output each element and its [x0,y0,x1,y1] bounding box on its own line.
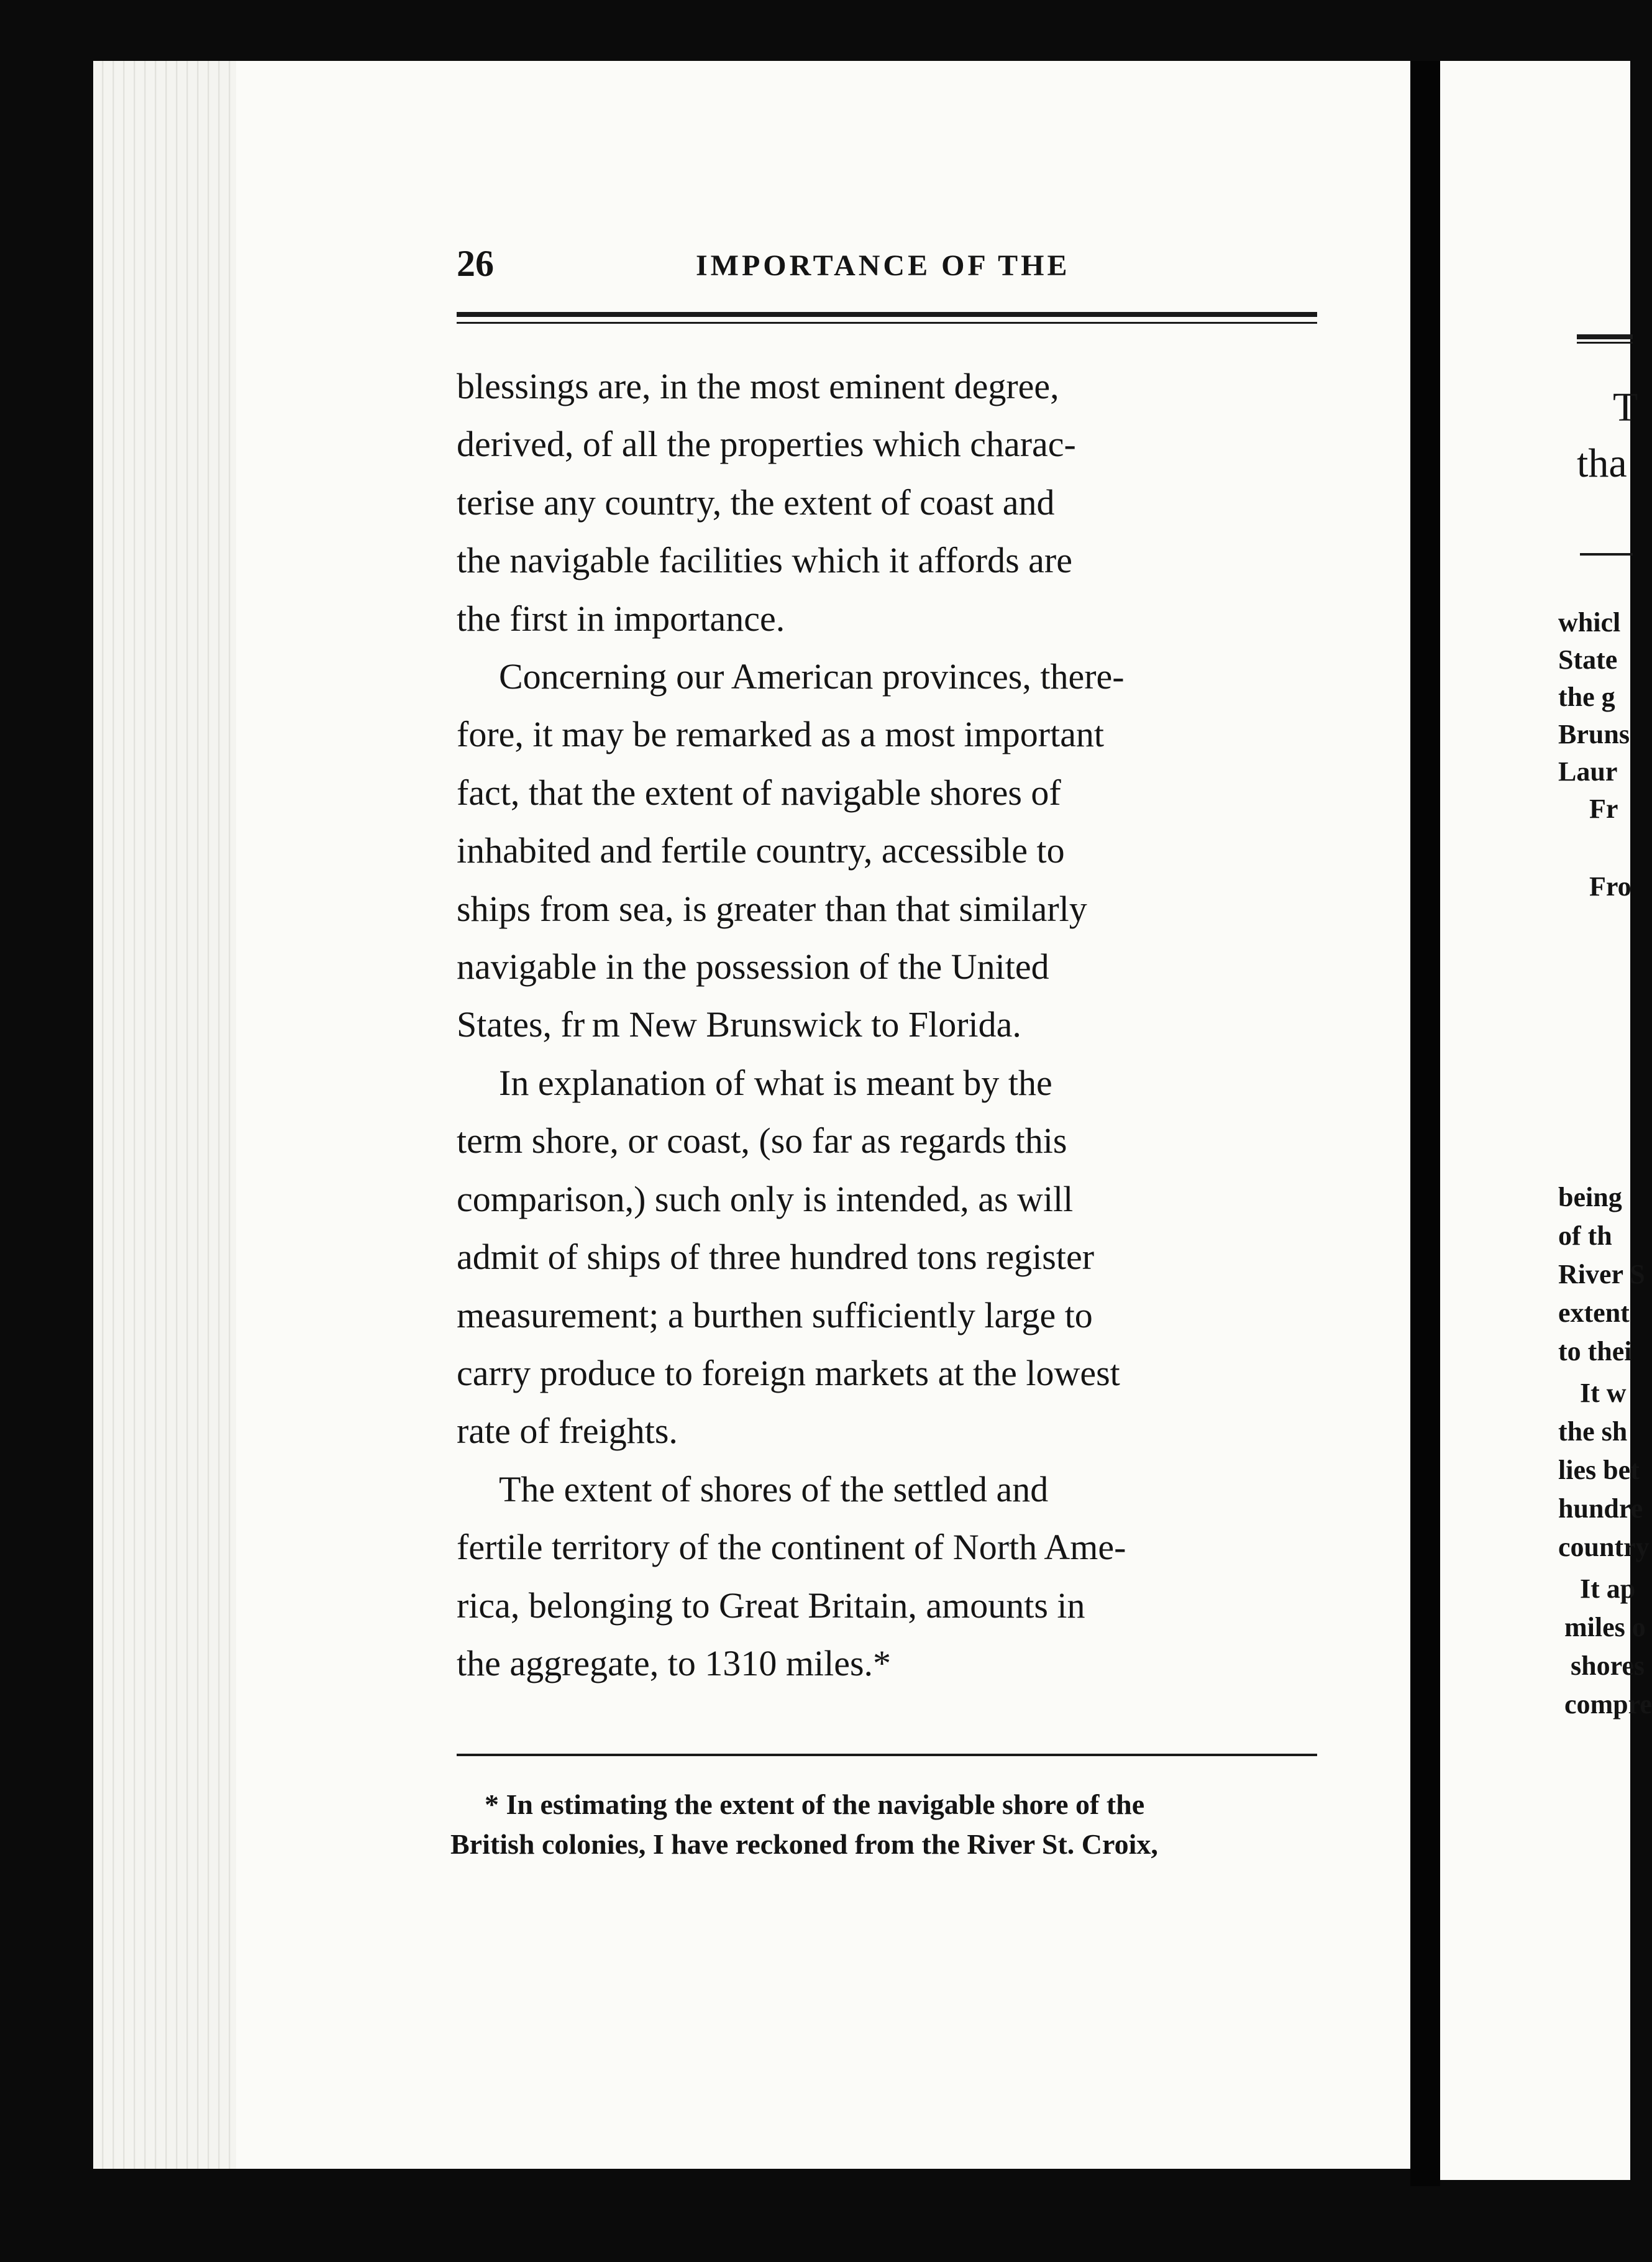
right-fragment: of th [1558,1220,1612,1251]
text-line: In explanation of what is meant by the [499,1062,1052,1103]
text-line: terise any country, the extent of coast and [457,482,1055,523]
right-fragment: extent [1558,1298,1630,1328]
right-fragment: whicl [1558,607,1621,638]
right-fragment: to thei [1558,1336,1632,1367]
text-line: the navigable facilities which it affords are [457,540,1072,581]
text-line: inhabited and fertile country, accessible to [457,830,1065,871]
text-line: carry produce to foreign markets at the lowest [457,1352,1120,1393]
right-title-rule [1580,553,1633,556]
text-line: Concerning our American provinces, there- [499,656,1125,697]
text-line: blessings are, in the most eminent degree, [457,366,1059,406]
right-fragment: shores [1571,1651,1645,1681]
right-header-rule-thin [1577,342,1633,344]
text-line: rate of freights. [457,1411,678,1452]
book-gutter [1410,61,1440,2186]
text-line: derived, of all the properties which charac- [457,424,1076,465]
footnote-line: * In estimating the extent of the navigable shore of the [485,1788,1145,1820]
text-line: fore, it may be remarked as a most important [457,714,1105,755]
right-page [1440,61,1652,2180]
right-fragment: hundre [1558,1493,1643,1524]
body-text [457,357,1317,1692]
running-head: IMPORTANCE OF THE [696,249,1070,282]
right-fragment: Fr [1589,794,1618,824]
right-fragment: River S [1558,1259,1645,1289]
page-edges [93,61,236,2169]
text-line: fact, that the extent of navigable shores of [457,772,1061,813]
text-line: The extent of shores of the settled and [499,1468,1049,1509]
text-line: the aggregate, to 1310 miles.* [457,1642,892,1683]
text-line: measurement; a burthen sufficiently large to [457,1294,1093,1335]
right-fragment-title: T [1613,385,1638,430]
header-rule [457,312,1317,317]
text-line: navigable in the possession of the United [457,946,1049,987]
right-fragment: Fro [1589,871,1631,902]
right-fragment: compre [1564,1689,1652,1719]
text-line: fertile territory of the continent of North Ame- [457,1527,1126,1568]
text-line: ships from sea, is greater than that similarly [457,888,1087,929]
right-header-rule [1577,334,1633,339]
text-line: the first in importance. [457,598,785,639]
text-line: comparison,) such only is intended, as will [457,1178,1074,1219]
right-fragment: the g [1558,682,1615,712]
right-fragment: being [1558,1182,1622,1212]
page-number: 26 [457,243,494,284]
footnote [450,1785,1317,1864]
page-header [457,242,1317,304]
right-fragment: It ap [1580,1573,1636,1604]
right-fragment: the sh [1558,1416,1628,1447]
right-fragment: State [1558,644,1618,675]
right-fragment: miles o [1564,1612,1646,1642]
right-fragment: It w [1580,1378,1627,1408]
footnote-line: British colonies, I have reckoned from the River St. Croix, [450,1828,1158,1860]
right-fragment: lies bet [1558,1455,1640,1485]
right-fragment: Laur [1558,756,1618,787]
text-line: States, fr m New Brunswick to Florida. [457,1004,1021,1045]
right-fragment-subtitle: tha [1577,441,1627,486]
text-line: rica, belonging to Great Britain, amounts in [457,1585,1085,1626]
text-line: admit of ships of three hundred tons register [457,1237,1095,1278]
right-fragment: country [1558,1532,1650,1562]
right-fragment: Bruns [1558,719,1630,749]
header-rule-thin [457,322,1317,324]
footnote-rule [457,1754,1317,1756]
text-line: term shore, or coast, (so far as regards this [457,1120,1067,1161]
